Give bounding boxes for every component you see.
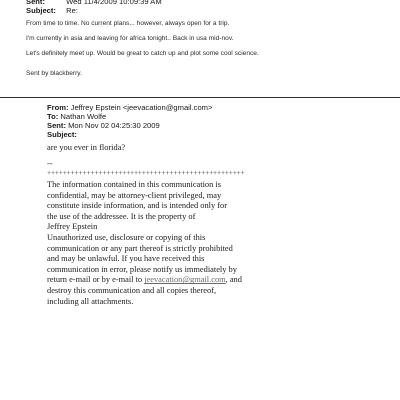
disclaimer-line: including all attachments. <box>47 296 134 306</box>
reply-signature: Sent by blackberry. <box>26 70 82 77</box>
reply-subject-label: Subject: <box>26 6 56 15</box>
original-from-value: Jeffrey Epstein <jeevacation@gmail.com> <box>70 103 213 112</box>
disclaimer-line: communication or any part thereof is strictly prohibited <box>47 243 233 253</box>
disclaimer-line: destroy this communication and all copies thereof, <box>47 285 217 295</box>
reply-subject-row <box>26 6 78 15</box>
disclaimer-line: and may be unlawful. If you have received this <box>47 254 205 264</box>
signature-rule: ++++++++++++++++++++++++++++++++++++++++++++++++++ <box>47 169 245 177</box>
original-from-row <box>47 103 212 112</box>
disclaimer-line: confidential, may be attorney-client privileged, may <box>47 190 222 200</box>
disclaimer-line: Jeffrey Epstein <box>47 222 98 232</box>
reply-sent-label: Sent: <box>26 0 45 6</box>
disclaimer <box>47 180 242 307</box>
disclaimer-line: Unauthorized use, disclosure or copying of this <box>47 232 206 242</box>
disclaimer-line: the use of the addressee. It is the property of <box>47 211 196 221</box>
message-divider <box>0 97 400 98</box>
original-to-label: To: <box>47 112 59 121</box>
original-sent-row <box>47 121 212 130</box>
original-to-value: Nathan Wolfe <box>60 112 107 121</box>
email-link[interactable]: jeevacation@gmail.com <box>144 275 226 285</box>
original-sent-label: Sent: <box>47 121 66 130</box>
original-to-row <box>47 112 212 121</box>
signature-dashes: -- <box>47 159 53 168</box>
original-sent-value: Mon Nov 02 04:25:30 2009 <box>68 121 160 130</box>
reply-body-line-1: From time to time. No current plans... however, always open for a trip. <box>26 20 230 27</box>
original-subject-row <box>47 130 212 139</box>
disclaimer-return-line <box>47 275 242 286</box>
original-subject-label: Subject: <box>47 130 77 139</box>
reply-sent-value: Wed 11/4/2009 10:09:39 AM <box>66 0 162 6</box>
disclaimer-line: constitute inside information, and is intended only for <box>47 201 228 211</box>
original-question: are you ever in florida? <box>47 143 126 152</box>
return-text-post: , and <box>225 275 242 285</box>
return-text-pre: return e-mail or by e-mail to <box>47 275 145 285</box>
disclaimer-line: The information contained in this communication is <box>47 180 221 189</box>
original-from-label: From: <box>47 103 69 112</box>
reply-body-line-2: I'm currently in asia and leaving for africa tonight.. Back in usa mid-nov. <box>26 35 234 42</box>
reply-body-line-3: Let's definitely meet up. Would be great to catch up and plot some cool science. <box>26 50 259 57</box>
disclaimer-line: communication in error, please notify us immediately by <box>47 264 237 274</box>
original-header <box>47 103 212 139</box>
reply-subject-value: Re: <box>66 6 78 15</box>
